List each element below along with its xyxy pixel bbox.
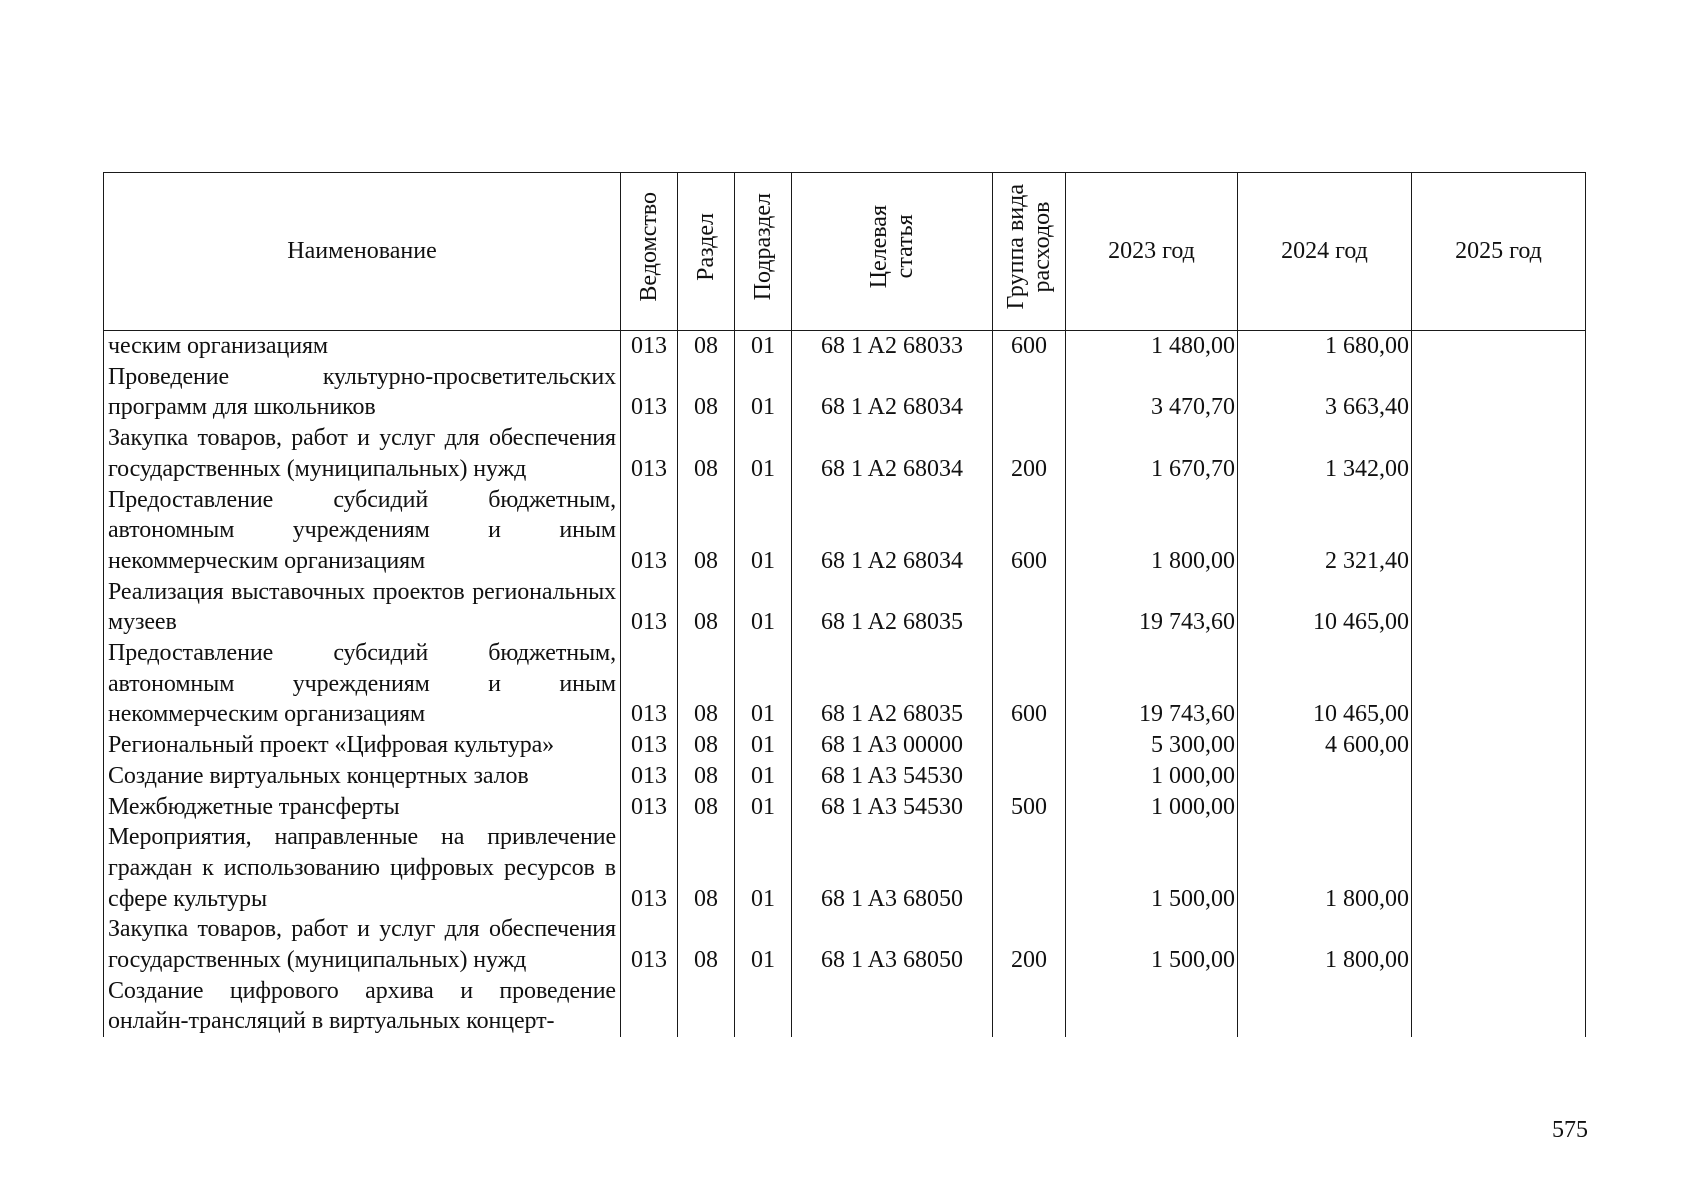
row-target: 68 1 A2 68034 [792,485,993,577]
row-name: Мероприятия, направленные на привлечение граждан к использованию цифровых ресурсов в сфере культуры [104,822,621,914]
row-target: 68 1 A2 68033 [792,331,993,362]
row-dept: 013 [621,792,678,823]
row-section: 08 [678,730,735,761]
row-section: 08 [678,822,735,914]
row-group: 600 [993,638,1066,730]
row-section: 08 [678,792,735,823]
row-2025 [1412,976,1586,1037]
table-row [104,577,1586,638]
header-target: Целевая статья [792,173,993,331]
row-target: 68 1 A2 68034 [792,423,993,484]
row-section [678,976,735,1037]
row-2023 [1066,976,1238,1037]
row-target: 68 1 A3 68050 [792,914,993,975]
row-name: Реализация выставочных проектов региональных музеев [104,577,621,638]
table-row [104,485,1586,577]
row-dept: 013 [621,914,678,975]
row-name: Предоставление субсидий бюджетным, автономным учреждениям и иным некоммерческим организациям [104,485,621,577]
row-2025 [1412,792,1586,823]
row-2023: 1 800,00 [1066,485,1238,577]
row-subsection: 01 [735,914,792,975]
row-name: Создание виртуальных концертных залов [104,761,621,792]
row-name: ческим организациям [104,331,621,362]
row-section: 08 [678,362,735,423]
row-2023: 1 000,00 [1066,761,1238,792]
row-2025 [1412,577,1586,638]
header-dept: Ведомство [621,173,678,331]
row-dept: 013 [621,577,678,638]
header-row [104,173,1586,331]
row-dept: 013 [621,822,678,914]
table-row [104,914,1586,975]
row-target: 68 1 A2 68035 [792,577,993,638]
row-group [993,976,1066,1037]
row-target: 68 1 A3 54530 [792,792,993,823]
row-dept: 013 [621,423,678,484]
row-subsection: 01 [735,485,792,577]
row-subsection: 01 [735,331,792,362]
row-2024: 10 465,00 [1238,577,1412,638]
row-2024: 10 465,00 [1238,638,1412,730]
row-2025 [1412,822,1586,914]
row-dept: 013 [621,485,678,577]
row-group [993,730,1066,761]
table-body [104,331,1586,1038]
header-2023: 2023 год [1066,173,1238,331]
row-2023: 19 743,60 [1066,577,1238,638]
row-2024: 4 600,00 [1238,730,1412,761]
row-name: Региональный проект «Цифровая культура» [104,730,621,761]
row-group [993,362,1066,423]
row-2023: 19 743,60 [1066,638,1238,730]
row-2025 [1412,638,1586,730]
row-name: Проведение культурно-просветительских программ для школьников [104,362,621,423]
row-subsection: 01 [735,577,792,638]
row-dept [621,976,678,1037]
row-target: 68 1 A3 54530 [792,761,993,792]
row-subsection: 01 [735,730,792,761]
row-2023: 1 670,70 [1066,423,1238,484]
row-2023: 1 500,00 [1066,822,1238,914]
row-group [993,761,1066,792]
row-section: 08 [678,331,735,362]
row-2025 [1412,914,1586,975]
row-section: 08 [678,423,735,484]
row-2023: 5 300,00 [1066,730,1238,761]
row-subsection: 01 [735,822,792,914]
row-2024: 1 342,00 [1238,423,1412,484]
row-2024 [1238,761,1412,792]
row-name: Межбюджетные трансферты [104,792,621,823]
table-row [104,423,1586,484]
row-subsection: 01 [735,761,792,792]
table-row [104,822,1586,914]
row-2025 [1412,331,1586,362]
row-group [993,577,1066,638]
row-target [792,976,993,1037]
row-target: 68 1 A3 00000 [792,730,993,761]
row-2024: 1 800,00 [1238,914,1412,975]
table-row [104,331,1586,362]
header-subsection: Подраздел [735,173,792,331]
row-group: 200 [993,914,1066,975]
row-group: 600 [993,485,1066,577]
row-2024: 1 800,00 [1238,822,1412,914]
row-2024: 1 680,00 [1238,331,1412,362]
row-dept: 013 [621,730,678,761]
row-section: 08 [678,485,735,577]
row-2025 [1412,423,1586,484]
row-2024 [1238,976,1412,1037]
row-2025 [1412,485,1586,577]
table-row [104,730,1586,761]
row-dept: 013 [621,331,678,362]
row-2023: 3 470,70 [1066,362,1238,423]
table-row [104,761,1586,792]
row-dept: 013 [621,362,678,423]
row-subsection [735,976,792,1037]
budget-table [103,172,1586,1037]
row-target: 68 1 A2 68034 [792,362,993,423]
row-2025 [1412,730,1586,761]
row-dept: 013 [621,761,678,792]
table-row [104,362,1586,423]
row-2023: 1 480,00 [1066,331,1238,362]
row-dept: 013 [621,638,678,730]
row-name: Предоставление субсидий бюджетным, автономным учреждениям и иным некоммерческим организациям [104,638,621,730]
row-name: Создание цифрового архива и проведение онлайн-трансляций в виртуальных концерт- [104,976,621,1037]
row-group [993,822,1066,914]
row-2023: 1 500,00 [1066,914,1238,975]
row-section: 08 [678,638,735,730]
table-row [104,792,1586,823]
row-name: Закупка товаров, работ и услуг для обеспечения государственных (муниципальных) нужд [104,914,621,975]
table-row [104,638,1586,730]
row-subsection: 01 [735,362,792,423]
table-row [104,976,1586,1037]
row-subsection: 01 [735,792,792,823]
row-group: 200 [993,423,1066,484]
row-subsection: 01 [735,638,792,730]
row-2024: 3 663,40 [1238,362,1412,423]
row-name: Закупка товаров, работ и услуг для обеспечения государственных (муниципальных) нужд [104,423,621,484]
row-section: 08 [678,577,735,638]
header-section: Раздел [678,173,735,331]
row-target: 68 1 A2 68035 [792,638,993,730]
row-2024 [1238,792,1412,823]
row-2024: 2 321,40 [1238,485,1412,577]
row-group: 500 [993,792,1066,823]
header-name: Наименование [104,173,621,331]
header-2024: 2024 год [1238,173,1412,331]
header-2025: 2025 год [1412,173,1586,331]
row-group: 600 [993,331,1066,362]
row-target: 68 1 A3 68050 [792,822,993,914]
row-subsection: 01 [735,423,792,484]
page-number: 575 [1552,1117,1588,1143]
row-2025 [1412,761,1586,792]
row-section: 08 [678,761,735,792]
header-group: Группа вида расходов [993,173,1066,331]
row-2023: 1 000,00 [1066,792,1238,823]
row-2025 [1412,362,1586,423]
row-section: 08 [678,914,735,975]
